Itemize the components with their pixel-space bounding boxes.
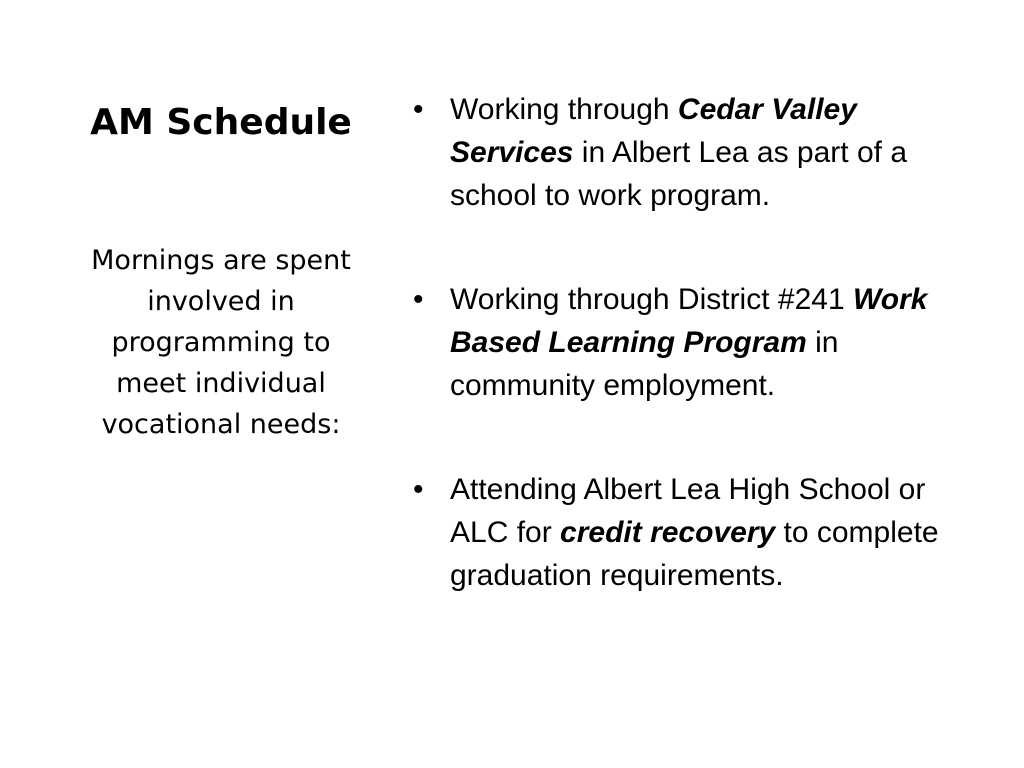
bullet-icon: • — [413, 93, 424, 126]
slide-title: AM Schedule — [90, 102, 352, 143]
bullet-item — [405, 468, 985, 597]
bullet-text: Attending Albert Lea High School or ALC for — [450, 473, 926, 549]
bullet-icon: • — [413, 283, 424, 316]
bullet-emphasis: credit recovery — [560, 516, 776, 549]
subtitle-line: vocational needs: — [101, 409, 341, 440]
bullet-text: in community employment. — [450, 326, 839, 402]
bullet-emphasis: Work Based Learning Program — [450, 283, 928, 359]
subtitle-line: involved in — [147, 286, 295, 317]
right-column — [405, 88, 985, 658]
bullet-text: Working through — [450, 93, 678, 126]
subtitle-line: meet individual — [116, 368, 326, 399]
bullet-list — [405, 88, 985, 597]
subtitle-line: programming to — [111, 327, 331, 358]
bullet-text: in Albert Lea as part of a school to work program. — [450, 136, 907, 212]
bullet-icon: • — [413, 473, 424, 506]
bullet-item — [405, 278, 985, 407]
left-column — [56, 96, 386, 445]
bullet-item — [405, 88, 985, 217]
bullet-emphasis: Cedar Valley Services — [450, 93, 857, 169]
bullet-text: to complete graduation requirements. — [450, 516, 939, 592]
bullet-text: Working through District #241 — [450, 283, 853, 316]
slide-subtitle — [56, 240, 386, 445]
subtitle-line: Mornings are spent — [91, 245, 351, 276]
